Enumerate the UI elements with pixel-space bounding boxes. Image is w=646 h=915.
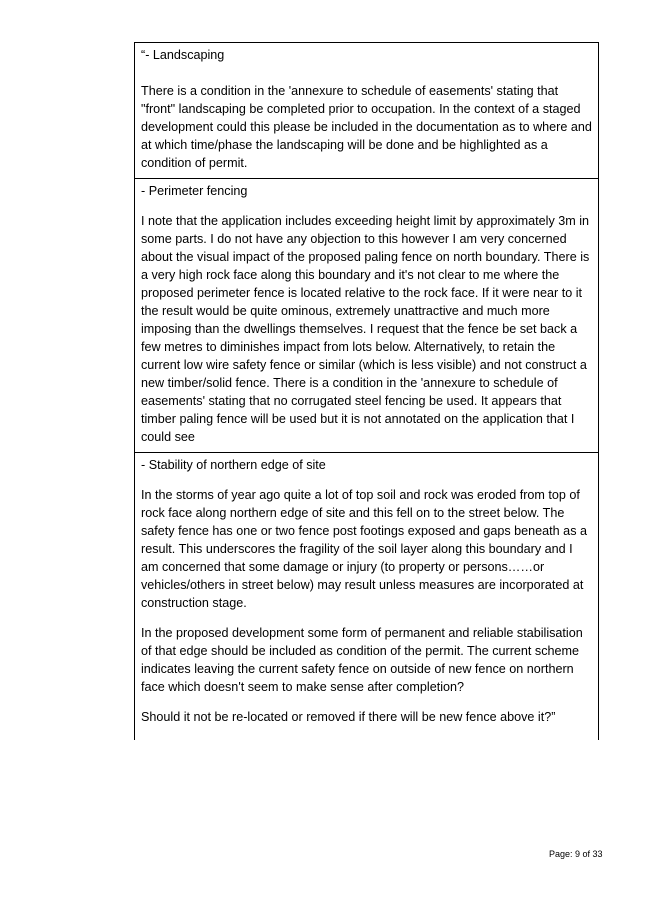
section-paragraph: In the proposed development some form of permanent and reliable stabilisation of that edge should be included as condition of the permit. The current scheme indicates leaving the current safety fence on outside of new fence on northern face which doesn't seem to make sense after completion? bbox=[141, 626, 583, 694]
section-paragraph: There is a condition in the 'annexure to schedule of easements' stating that "front" landscaping be completed prior to occupation. In the context of a staged development could this please be included in the documentation as to where and at which time/phase the landscaping will be done and be highlighted as a condition of permit. bbox=[141, 84, 592, 170]
section-stability-northern-edge bbox=[135, 453, 598, 740]
section-paragraph: I note that the application includes exceeding height limit by approximately 3m in some parts. I do not have any objection to this however I am very concerned about the visual impact of the proposed paling fence on north boundary. There is a very high rock face along this boundary and it's not clear to me where the proposed perimeter fence is located relative to the rock face. If it were near to it the result would be quite ominous, extremely unattractive and much more imposing than the dwellings themselves. I request that the fence be set back a few metres to diminishes impact from lots below. Alternatively, to retain the current low wire safety fence or similar (which is less visible) and not construct a new timber/solid fence. There is a condition in the 'annexure to schedule of easements' stating that no corrugated steel fencing be used. It appears that timber paling fence will be used but it is not annotated on the application that I could see bbox=[141, 214, 590, 444]
section-heading: “- Landscaping bbox=[141, 48, 225, 62]
section-paragraph: In the storms of year ago quite a lot of top soil and rock was eroded from top of rock face along northern edge of site and this fell on to the street below. The safety fence has one or two fence post footings exposed and gaps beneath as a result. This underscores the fragility of the soil layer along this boundary and I am concerned that some damage or injury (to property or persons……or vehicles/others in street below) may result unless measures are incorporated at construction stage. bbox=[141, 488, 587, 610]
submission-table bbox=[134, 42, 599, 740]
section-paragraph: Should it not be re-located or removed if there will be new fence above it?” bbox=[141, 710, 556, 724]
page-number: Page: 9 of 33 bbox=[549, 849, 603, 859]
section-perimeter-fencing bbox=[135, 179, 598, 453]
section-heading: - Stability of northern edge of site bbox=[141, 458, 326, 472]
section-heading: - Perimeter fencing bbox=[141, 184, 248, 198]
section-landscaping bbox=[135, 43, 598, 179]
